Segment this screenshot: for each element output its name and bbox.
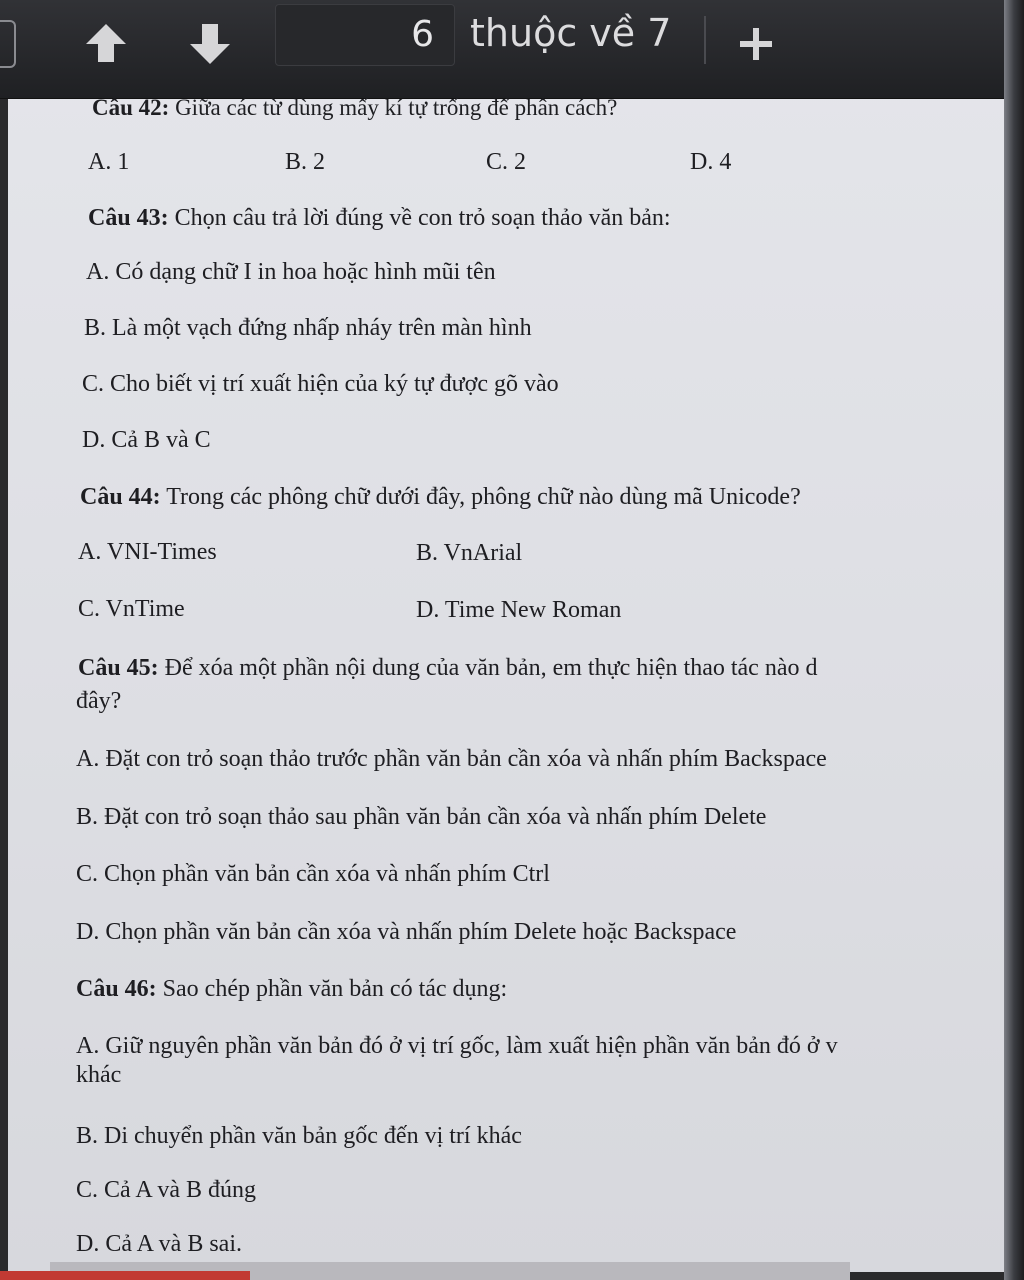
question-46 [76,974,507,1004]
option: A. Đặt con trỏ soạn thảo trước phần văn bản cần xóa và nhấn phím Backspace [76,746,827,772]
question-44 [80,482,801,512]
option: D. Time New Roman [416,597,622,623]
question-text: Chọn câu trả lời đúng về con trỏ soạn thảo văn bản: [168,205,671,231]
option: B. Đặt con trỏ soạn thảo sau phần văn bản cần xóa và nhấn phím Delete [76,804,767,830]
question-number: Câu 43: [88,205,169,231]
question-42 [92,93,617,123]
option: C. Cả A và B đúng [76,1177,257,1203]
option: D. Cả A và B sai. [76,1231,242,1257]
option: D. 4 [690,149,732,175]
option: C. VnTime [78,596,185,622]
page-number-input[interactable]: 6 [275,4,455,66]
option: A. Có dạng chữ I in hoa hoặc hình mũi tên [86,259,496,285]
question-43 [88,203,671,233]
option: D. Chọn phần văn bản cần xóa và nhấn phím Delete hoặc Backspace [76,919,737,945]
question-45 [78,653,818,683]
option-continuation: khác [76,1062,122,1088]
question-number: Câu 45: [78,655,159,681]
option: B. Di chuyển phần văn bản gốc đến vị trí khác [76,1123,522,1149]
screen-bezel [1004,0,1024,1280]
option: B. VnArial [416,540,523,566]
question-text: Trong các phông chữ dưới đây, phông chữ nào dùng mã Unicode? [160,484,801,510]
option: A. Giữ nguyên phần văn bản đó ở vị trí gốc, làm xuất hiện phần văn bản đó ở v [76,1033,838,1059]
total-pages: 7 [647,11,672,55]
option: C. 2 [486,149,527,175]
page-of-text: thuộc về [470,11,636,55]
question-text: Sao chép phần văn bản có tác dụng: [156,976,508,1002]
option: A. VNI-Times [78,539,217,565]
question-number: Câu 44: [80,484,161,510]
option: B. Là một vạch đứng nhấp nháy trên màn hình [84,315,532,341]
question-text: Giữa các từ dùng mấy kí tự trống để phân cách? [169,95,618,120]
option: D. Cả B và C [82,427,211,453]
option: A. 1 [88,149,130,175]
option: B. 2 [285,149,326,175]
option: C. Chọn phần văn bản cần xóa và nhấn phím Ctrl [76,861,550,887]
option: C. Cho biết vị trí xuất hiện của ký tự được gõ vào [82,371,559,397]
question-number: Câu 42: [92,95,170,120]
question-text: Để xóa một phần nội dung của văn bản, em thực hiện thao tác nào d [158,655,818,681]
question-number: Câu 46: [76,976,157,1002]
question-text-line2: đây? [76,688,122,714]
